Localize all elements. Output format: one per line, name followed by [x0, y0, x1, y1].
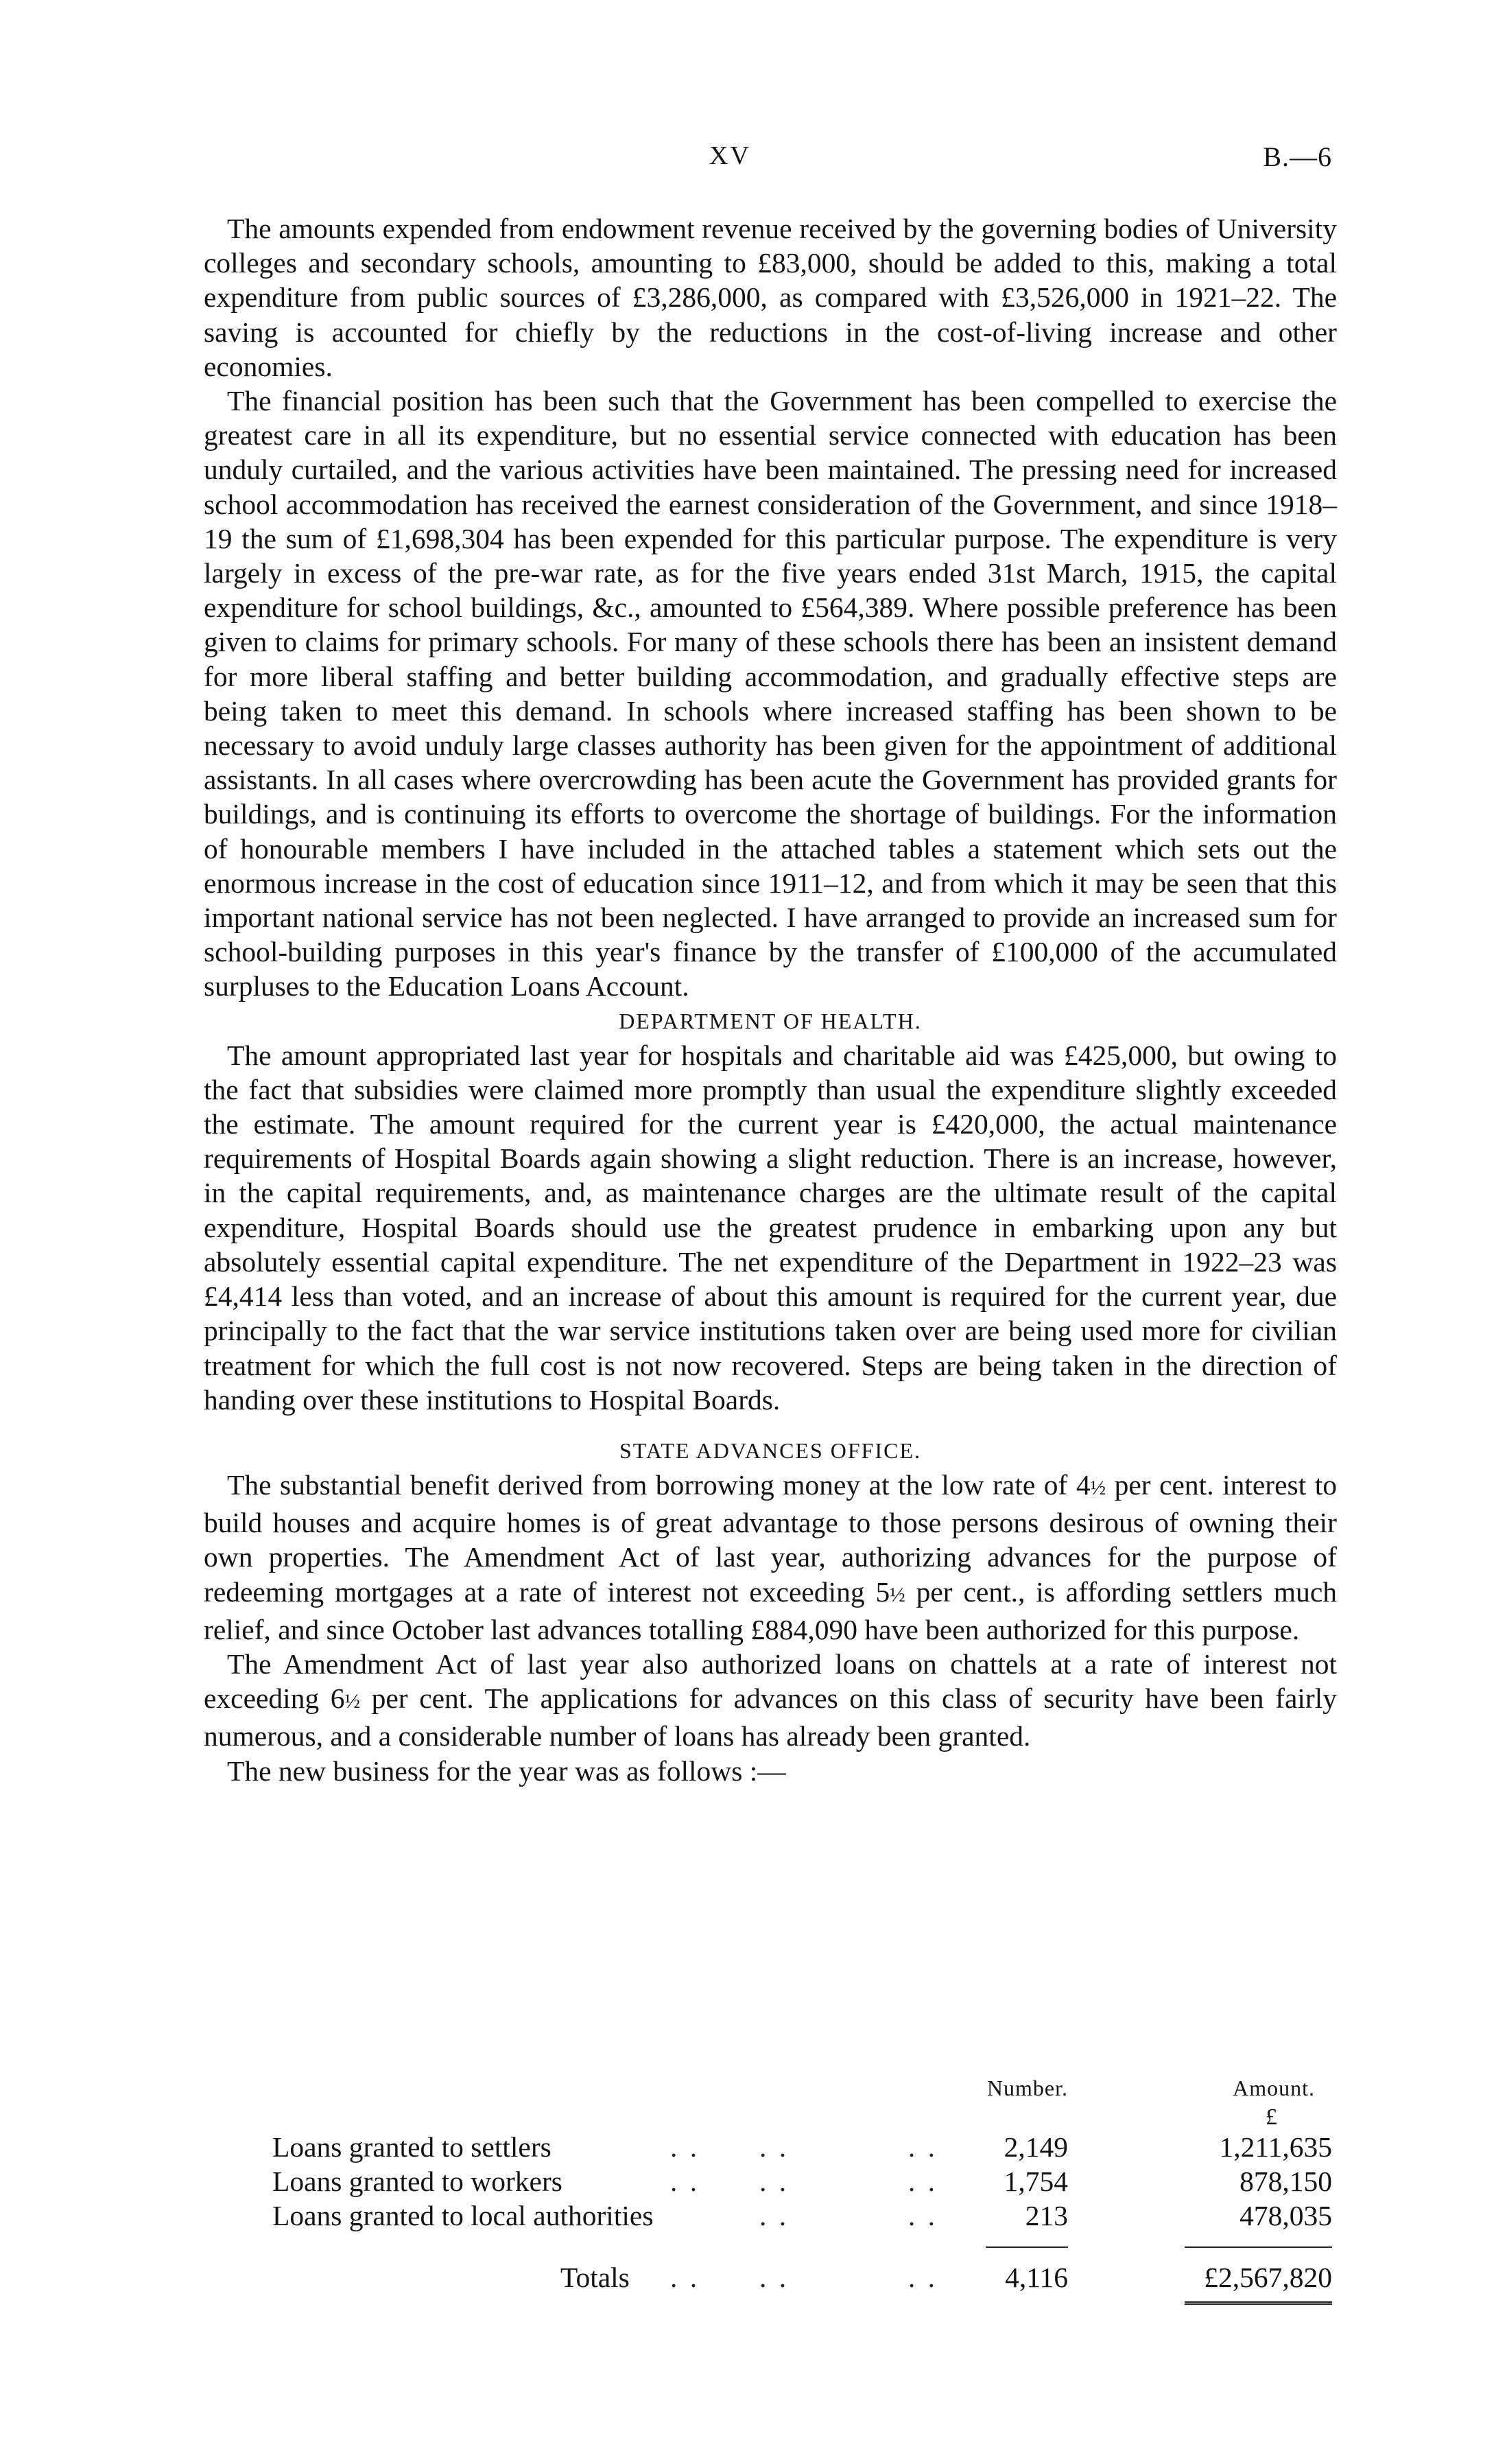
column-header-number: Number. — [986, 2076, 1068, 2100]
paragraph: The new business for the year was as follows :— — [227, 1755, 786, 1787]
body-text — [204, 211, 1337, 1788]
row-number: 1,754 — [1004, 2166, 1068, 2197]
totals-amount: £2,567,820 — [1204, 2262, 1332, 2293]
section-heading-state-advances: STATE ADVANCES OFFICE. — [619, 1438, 922, 1463]
row-label: Loans granted to settlers — [272, 2131, 551, 2163]
section-heading-health: DEPARTMENT OF HEALTH. — [619, 1008, 922, 1033]
paragraph: The amount appropriated last year for hospitals and charitable aid was £425,000, but owing to the fact that subsidies were claimed more promptly than usual the expenditure slightly exceeded the estimate. The amount required for the current year is £420,000, the actual maintenance requirements of Hospital Boards again showing a slight reduction. There is an increase, however, in the capital requirements, and, as maintenance charges are the ultimate result of the capital expenditure, Hospital Boards should use the greatest prudence in embarking upon any but absolutely essential capital expenditure. The net expenditure of the Department in 1922–23 was £4,414 less than voted, and an increase of about this amount is required for the current year, due principally to the fact that the war service institutions taken over are being used more for civilian treatment for which the full cost is not now recovered. Steps are being taken in the direction of handing over these institutions to Hospital Boards. — [204, 1039, 1337, 1416]
new-business-table — [204, 2071, 1342, 2305]
table-totals-row: Totals . . . . . . 4,116 £2,567,820 — [204, 2248, 1342, 2295]
table-row: Loans granted to workers . . . . . . 1,754 878,150 — [204, 2164, 1342, 2198]
page-header — [0, 141, 1507, 182]
table-rule-row — [204, 2233, 1342, 2248]
table-currency-row — [204, 2105, 1342, 2130]
row-number: 2,149 — [1004, 2131, 1068, 2163]
paragraph: The Amendment Act of last year also authorized loans on chattels at a rate of interest not exceeding 6½ per cent. The applications for advances on this class of security have been fairly numerous, and a considerable number of loans has already been granted. — [204, 1647, 1337, 1752]
row-amount: 1,211,635 — [1219, 2131, 1332, 2163]
table-row: Loans granted to local authorities . . . . 213 478,035 — [204, 2198, 1342, 2233]
row-amount: 878,150 — [1239, 2166, 1332, 2197]
table-row: Loans granted to settlers . . . . . . 2,149 1,211,635 — [204, 2130, 1342, 2164]
paragraph: The substantial benefit derived from borrowing money at the low rate of 4½ per cent. interest to build houses and acquire homes is of great advantage to those persons desirous of owning their own properties. The Amendment Act of last year, authorizing advances for the purpose of redeeming mortgages at a rate of interest not exceeding 5½ per cent., is affording settlers much relief, and since October last advances totalling £884,090 have been authorized for this purpose. — [204, 1468, 1337, 1645]
currency-symbol: £ — [1266, 2104, 1277, 2130]
column-header-amount: Amount. — [1233, 2076, 1315, 2100]
total-double-rule — [1185, 2295, 1332, 2305]
totals-label: Totals — [560, 2262, 630, 2293]
row-label: Loans granted to local authorities — [272, 2200, 654, 2231]
subtotal-rule — [986, 2234, 1068, 2248]
row-number: 213 — [1025, 2200, 1068, 2231]
totals-number: 4,116 — [1005, 2262, 1068, 2293]
page-number: XV — [709, 141, 751, 170]
table-header-row — [204, 2071, 1342, 2105]
row-label: Loans granted to workers — [272, 2166, 562, 2197]
series-number: B.—6 — [1263, 141, 1332, 172]
paragraph: The financial position has been such that the Government has been compelled to exercise the greatest care in all its expenditure, but no essential service connected with education has been unduly curtailed, and the various activities have been maintained. The pressing need for increased school accommodation has received the earnest consideration of the Government, and since 1918–19 the sum of £1,698,304 has been expended for this particular purpose. The expenditure is very largely in excess of the pre-war rate, as for the five years ended 31st March, 1915, the capital expenditure for school buildings, &c., amounted to £564,389. Where possible preference has been given to claims for primary schools. For many of these schools there has been an insistent demand for more liberal staffing and better building accommodation, and gradually effective steps are being taken to meet this demand. In schools where increased staffing has been shown to be necessary to avoid unduly large classes authority has been given for the appointment of additional assistants. In all cases where overcrowding has been acute the Government has provided grants for buildings, and is continuing its efforts to overcome the shortage of buildings. For the information of honourable members I have included in the attached tables a statement which sets out the enormous increase in the cost of education since 1911–12, and from which it may be seen that this important national service has not been neglected. I have arranged to provide an increased sum for school-building purposes in this year's finance by the transfer of £100,000 of the accumulated surpluses to the Education Loans Account. — [204, 385, 1337, 1002]
row-amount: 478,035 — [1239, 2200, 1332, 2231]
table-rule-row — [204, 2295, 1342, 2305]
paragraph: The amounts expended from endowment revenue received by the governing bodies of University colleges and secondary schools, amounting to £83,000, should be added to this, making a total expenditure from public sources of £3,286,000, as compared with £3,526,000 in 1921–22. The saving is accounted for chiefly by the reductions in the cost-of-living increase and other economies. — [204, 213, 1337, 382]
subtotal-rule — [1185, 2234, 1332, 2248]
